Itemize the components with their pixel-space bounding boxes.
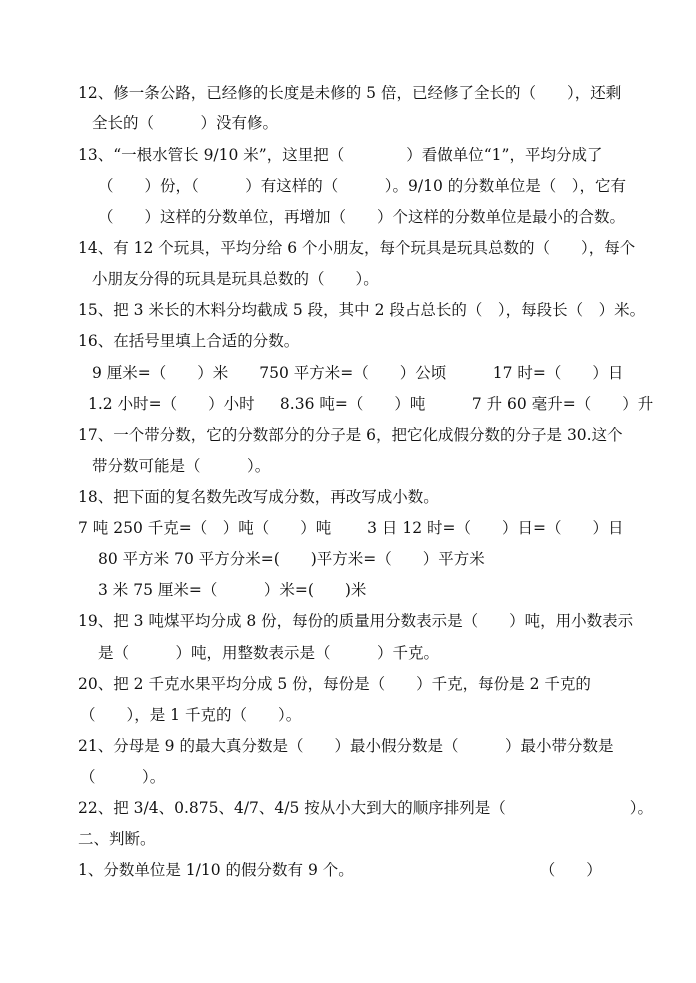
section-heading-judgment: 二、判断。 xyxy=(78,830,156,848)
question-22-line-1: 22、把 3/4、0.875、4/7、4/5 按从小大到大的顺序排列是（ ）。 xyxy=(78,799,654,817)
question-20-line-2: （ ），是 1 千克的（ ）。 xyxy=(80,706,302,724)
question-21-line-2: （ ）。 xyxy=(80,768,166,786)
question-13-line-2: （ ）份，（ ）有这样的（ ）。9/10 的分数单位是（ ），它有 xyxy=(98,177,626,195)
question-19-line-1: 19、把 3 吨煤平均分成 8 份，每份的质量用分数表示是（ ）吨，用小数表示 xyxy=(78,612,634,630)
question-18-row-3: 3 米 75 厘米=（ ）米=( )米 xyxy=(98,581,367,599)
question-16-title: 16、在括号里填上合适的分数。 xyxy=(78,332,300,350)
question-14-line-2: 小朋友分得的玩具是玩具总数的（ ）。 xyxy=(92,270,379,288)
question-13-line-1: 13、“一根水管长 9/10 米”，这里把（ ）看做单位“1”，平均分成了 xyxy=(78,146,603,164)
question-18-title: 18、把下面的复名数先改写成分数，再改写成小数。 xyxy=(78,488,439,506)
question-12-line-1: 12、修一条公路，已经修的长度是未修的 5 倍，已经修了全长的（ ），还剩 xyxy=(78,84,622,102)
question-12-line-2: 全长的（ ）没有修。 xyxy=(92,114,279,132)
question-17-line-2: 带分数可能是（ ）。 xyxy=(92,457,271,475)
judgment-item-1: 1、分数单位是 1/10 的假分数有 9 个。 （ ） xyxy=(78,861,602,879)
question-18-row-2: 80 平方米 70 平方分米=( )平方米=（ ）平方米 xyxy=(98,550,485,568)
question-17-line-1: 17、一个带分数，它的分数部分的分子是 6，把它化成假分数的分子是 30.这个 xyxy=(78,426,623,444)
question-20-line-1: 20、把 2 千克水果平均分成 5 份，每份是（ ）千克，每份是 2 千克的 xyxy=(78,675,591,693)
question-18-row-1: 7 吨 250 千克=（ ）吨（ ）吨 3 日 12 时=（ ）日=（ ）日 xyxy=(78,519,624,537)
question-21-line-1: 21、分母是 9 的最大真分数是（ ）最小假分数是（ ）最小带分数是 xyxy=(78,737,614,755)
question-13-line-3: （ ）这样的分数单位，再增加（ ）个这样的分数单位是最小的合数。 xyxy=(98,208,626,226)
question-14-line-1: 14、有 12 个玩具，平均分给 6 个小朋友，每个玩具是玩具总数的（ ），每个 xyxy=(78,239,636,257)
question-16-row-1: 9 厘米=（ ）米 750 平方米=（ ）公顷 17 时=（ ）日 xyxy=(92,364,624,382)
question-16-row-2: 1.2 小时=（ ）小时 8.36 吨=（ ）吨 7 升 60 毫升=（ ）升 xyxy=(88,395,654,413)
question-19-line-2: 是（ ）吨，用整数表示是（ ）千克。 xyxy=(98,644,440,662)
question-15-line-1: 15、把 3 米长的木料分均截成 5 段，其中 2 段占总长的（ ），每段长（ ）米。 xyxy=(78,301,646,319)
